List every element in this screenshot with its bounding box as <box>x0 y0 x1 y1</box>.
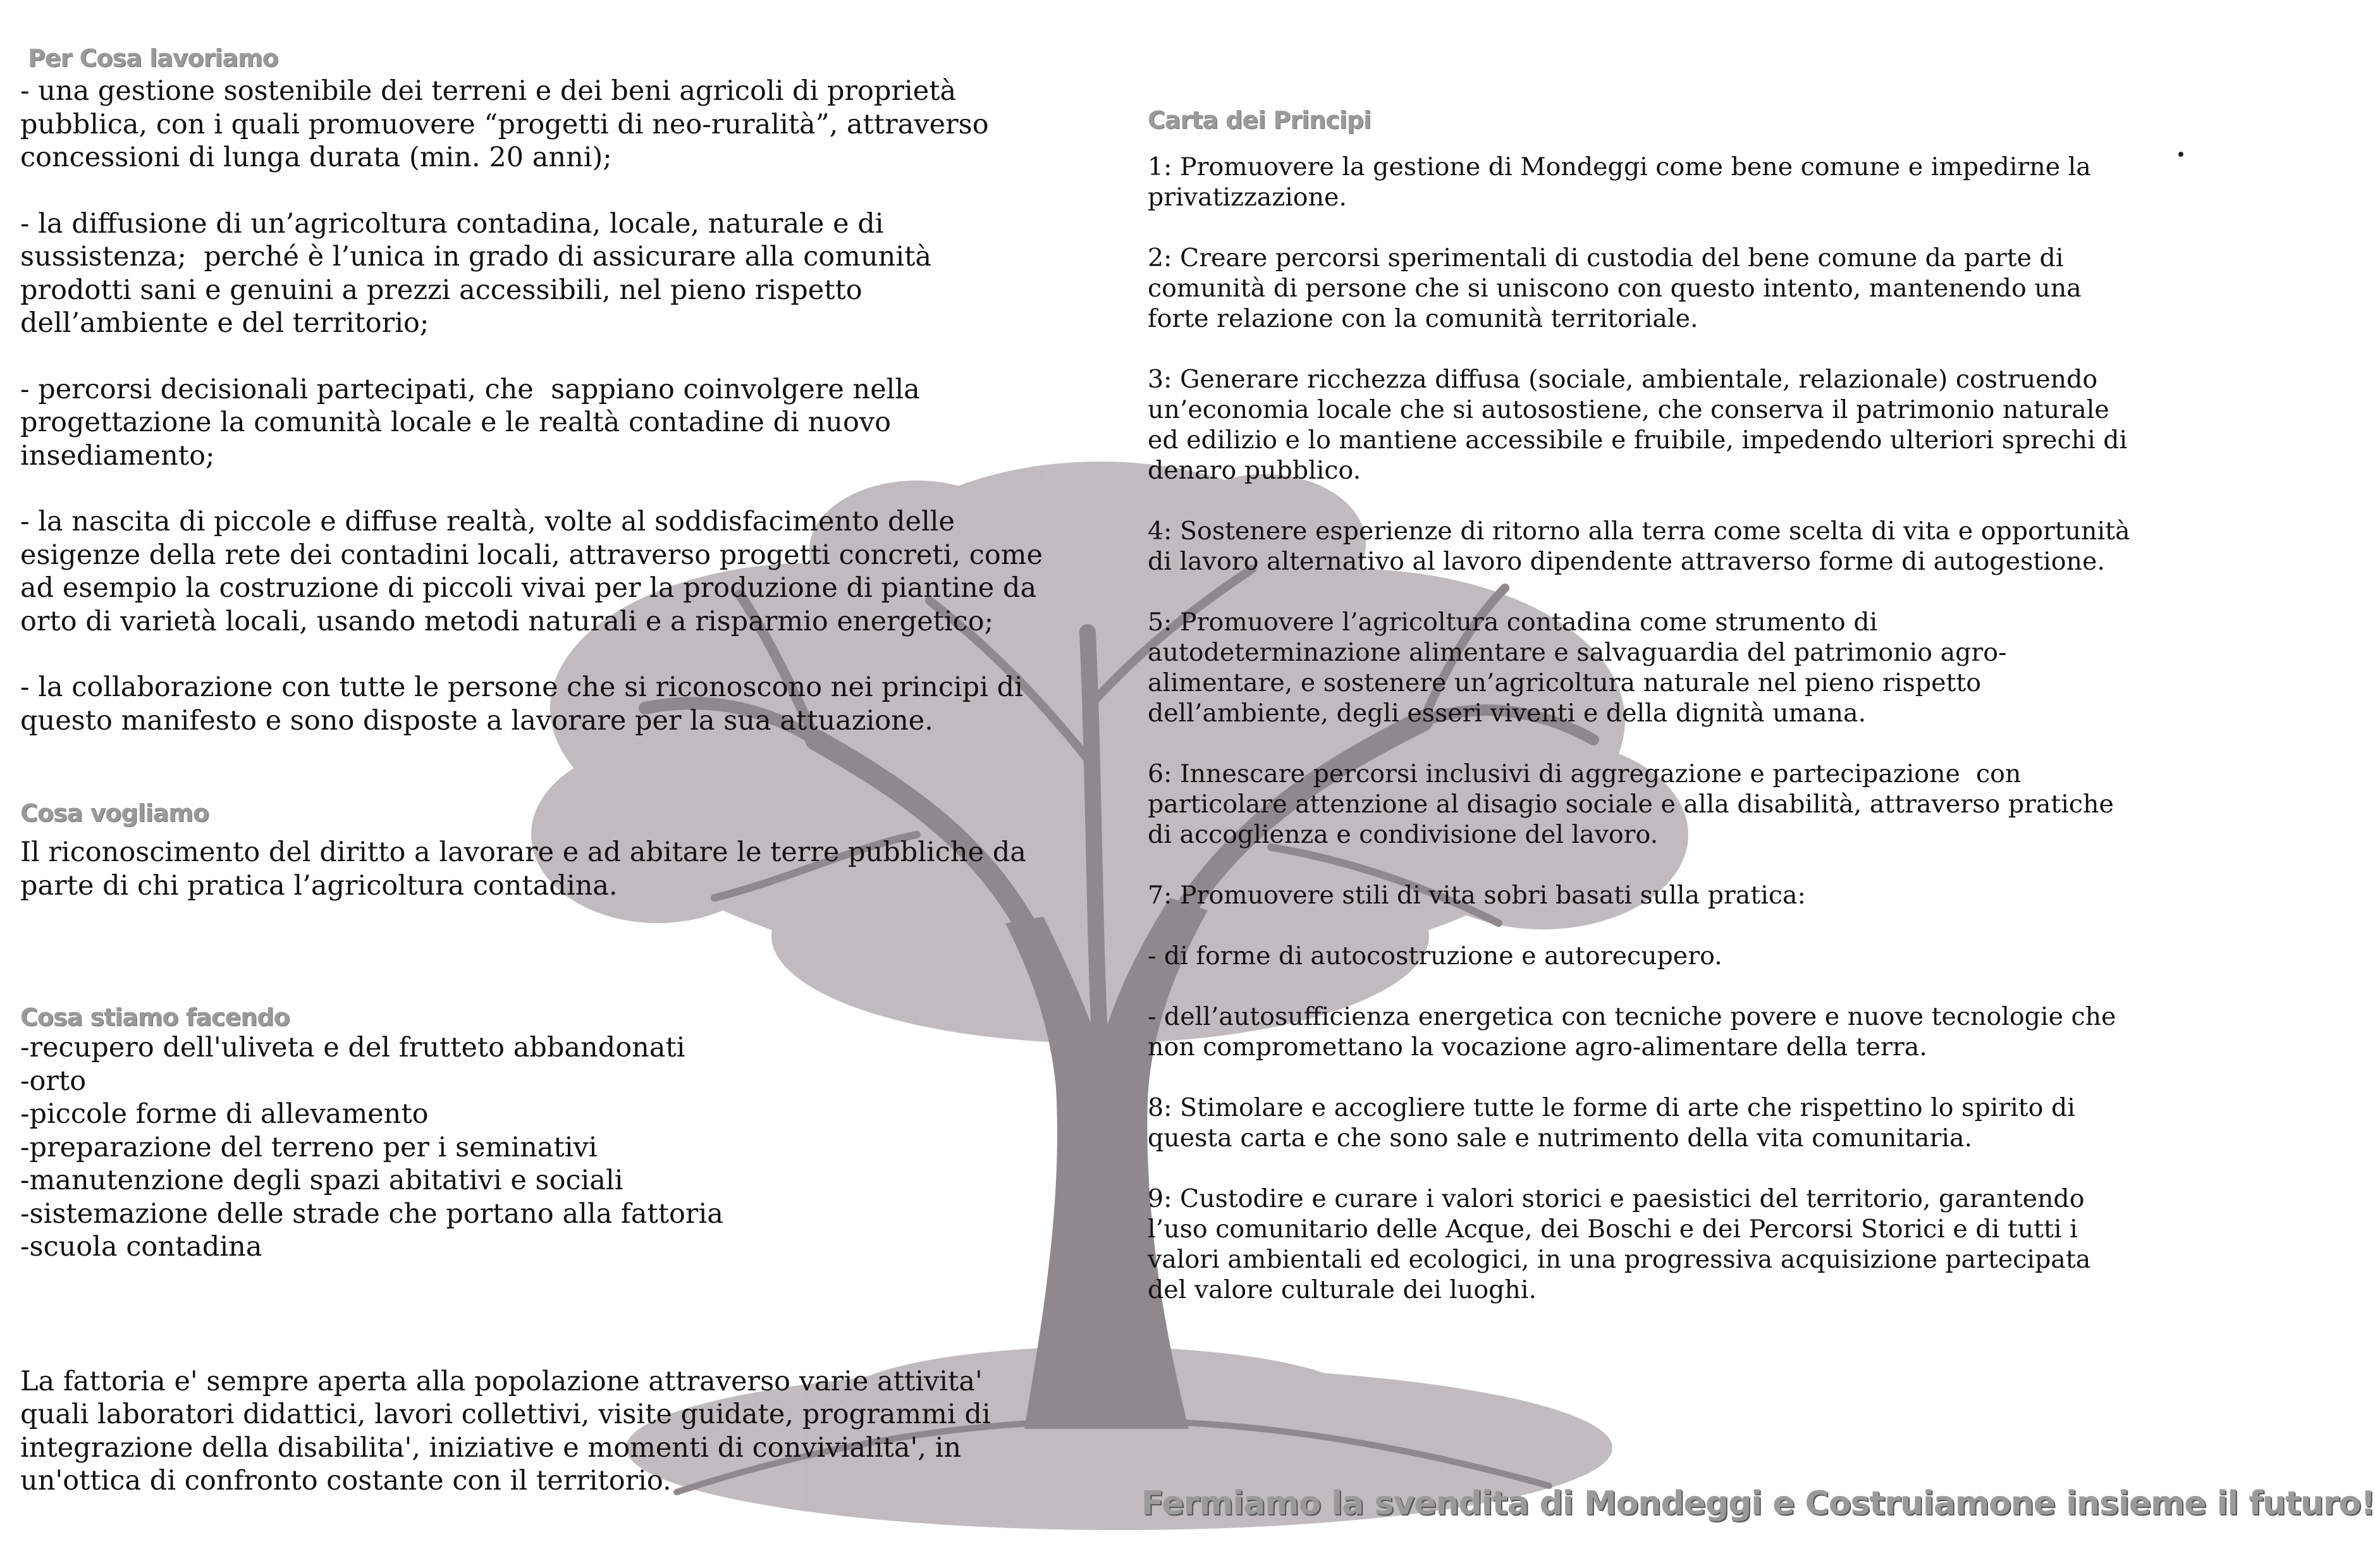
work-item: - una gestione sostenibile dei terreni e dei beni agricoli di proprietà pubblica, con i quali promuovere “progetti di neo-ruralità”, attraverso concessioni di lunga durata (min. 20 anni); <box>20 75 989 173</box>
section-heading-doing: Cosa stiamo facendo <box>20 1003 290 1031</box>
work-item: - la collaborazione con tutte le persone che si riconoscono nei principi di questo manifesto e sono disposte a lavorare per la sua attuazione. <box>20 671 1023 737</box>
work-item: - la diffusione di un’agricoltura contadina, locale, naturale e di sussistenza; perché è l’unica in grado di assicurare alla comunità prodotti sani e genuini a prezzi accessibili, nel pieno rispetto dell’ambiente e del territorio; <box>20 207 932 339</box>
principle-item: 3: Generare ricchezza diffusa (sociale, ambientale, relazionale) costruendo un’economia locale che si autosostiene, che conserva il patrimonio naturale ed edilizio e lo mantiene accessibile e fruibile, impedendo ulteriori sprechi di denaro pubblico. <box>1148 365 2128 485</box>
principle-item: 4: Sostenere esperienze di ritorno alla terra come scelta di vita e opportunità di lavoro alternativo al lavoro dipendente attraverso forme di autogestione. <box>1148 517 2130 576</box>
doing-item: -preparazione del terreno per i seminativi <box>20 1131 598 1163</box>
principle-subitem: - dell’autosufficienza energetica con tecniche povere e nuove tecnologie che non compromettano la vocazione agro-alimentare della terra. <box>1148 1002 2116 1062</box>
principles-heading: Carta dei Principi <box>1148 106 1371 134</box>
doing-item: -scuola contadina <box>20 1231 262 1263</box>
work-item: - percorsi decisionali partecipati, che sappiano coinvolgere nella progettazione la comunità locale e le realtà contadine di nuovo insediamento; <box>20 373 920 472</box>
doing-item: -recupero dell'uliveta e del frutteto abbandonati <box>20 1032 685 1063</box>
principle-item: 6: Innescare percorsi inclusivi di aggregazione e partecipazione con particolare attenzione al disagio sociale e alla disabilità, attraverso pratiche di accoglienza e condivisione del lavoro. <box>1148 759 2114 849</box>
right-column <box>1148 106 2172 1305</box>
principle-item: 5: Promuovere l’agricoltura contadina come strumento di autodeterminazione alimentare e salvaguardia del patrimonio agro- alimentare, e sostenere un’agricoltura naturale nel pieno rispetto dell’ambiente, degli esseri viventi e della dignità umana. <box>1148 608 2007 728</box>
want-text: Il riconoscimento del diritto a lavorare e ad abitare le terre pubbliche da parte di chi pratica l’agricoltura contadina. <box>20 836 1026 902</box>
principle-item: 2: Creare percorsi sperimentali di custodia del bene comune da parte di comunità di persone che si uniscono con questo intento, mantenendo una forte relazione con la comunità territoriale. <box>1148 243 2082 333</box>
slogan-text: Fermiamo la svendita di Mondeggi e Costruiamone insieme il futuro! <box>1141 1485 2375 1522</box>
section-heading-work: Per Cosa lavoriamo <box>28 44 278 72</box>
farm-open-text: La fattoria e' sempre aperta alla popolazione attraverso varie attivita' quali laboratori didattici, lavori collettivi, visite guidate, programmi di integrazione della disabilita', iniziative e momenti di convivialita', in un'ottica di confronto costante con il territorio. <box>20 1365 991 1497</box>
doing-item: -sistemazione delle strade che portano alla fattoria <box>20 1197 723 1230</box>
doing-item: -manutenzione degli spazi abitativi e sociali <box>20 1165 623 1196</box>
principle-item: 8: Stimolare e accogliere tutte le forme di arte che rispettino lo spirito di questa carta e che sono sale e nutrimento della vita comunitaria. <box>1148 1093 2075 1153</box>
work-item: - la nascita di piccole e diffuse realtà, volte al soddisfacimento delle esigenze della rete dei contadini locali, attraverso progetti concreti, come ad esempio la costruzione di piccoli vivai per la produzione di piantine da orto di varietà locali, usando metodi naturali e a risparmio energetico; <box>20 506 1043 637</box>
doing-item: -orto <box>20 1065 87 1097</box>
principle-item: 9: Custodire e curare i valori storici e paesistici del territorio, garantendo l’uso comunitario delle Acque, dei Boschi e dei Percorsi Storici e di tutti i valori ambientali ed ecologici, in una progressiva acquisizione partecipata del valore culturale dei luoghi. <box>1148 1184 2091 1304</box>
doing-item: -piccole forme di allevamento <box>20 1098 429 1130</box>
bullet-dot <box>2178 152 2183 157</box>
principle-item: 1: Promuovere la gestione di Mondeggi come bene comune e impedirne la privatizzazione. <box>1148 152 2091 212</box>
left-column <box>20 44 1095 1498</box>
principle-item: 7: Promuovere stili di vita sobri basati sulla pratica: <box>1148 881 1806 910</box>
principle-subitem: - di forme di autocostruzione e autorecupero. <box>1148 941 1722 971</box>
section-heading-want: Cosa vogliamo <box>20 799 209 827</box>
